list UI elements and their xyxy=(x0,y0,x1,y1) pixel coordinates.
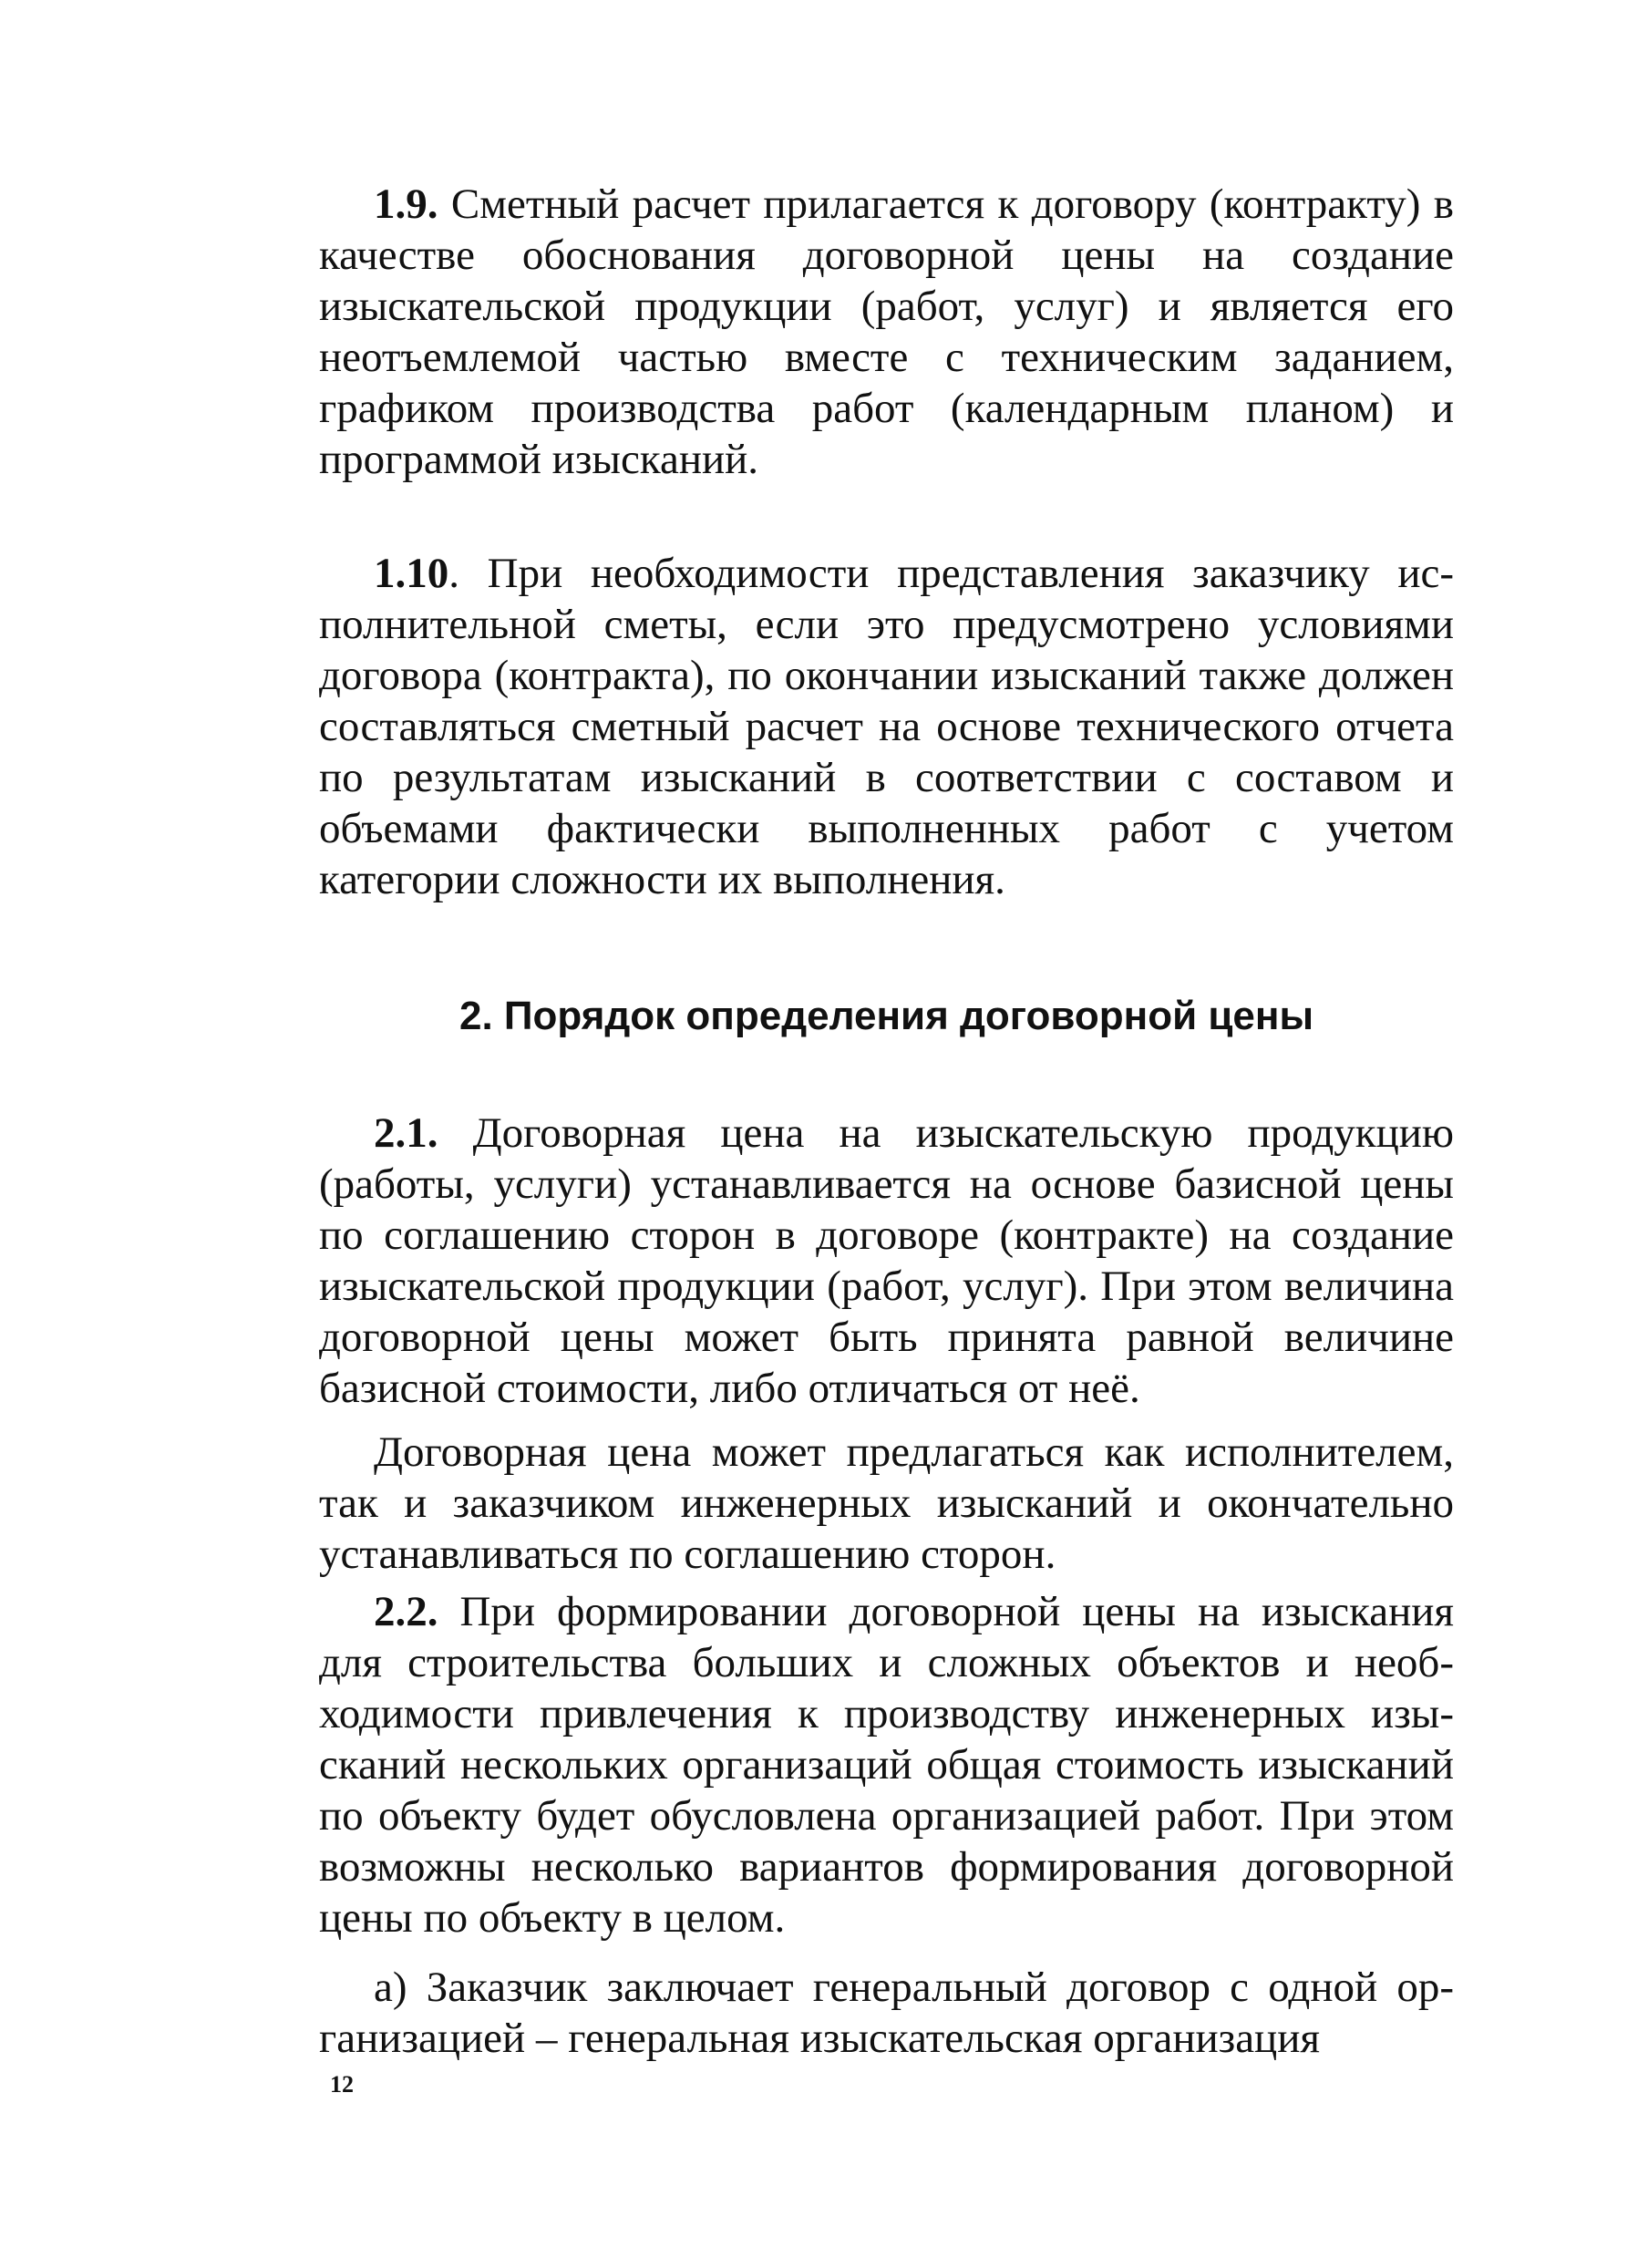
paragraph-text: Сметный расчет прилагается к договору (контракту) в качестве обоснования договорной цены на создание изыскательской продукции (работ, услуг) и является его неотъемлемой частью вместе с техническим заданием, графиком производства работ (календарным планом) и программой изысканий. xyxy=(319,180,1454,483)
paragraph-2-2-a xyxy=(319,1962,1454,2064)
clause-number: 1.9. xyxy=(374,180,438,228)
clause-number: 1.10 xyxy=(374,550,449,597)
paragraph-2-1-continuation xyxy=(319,1427,1454,1580)
paragraph-text: Договорная цена на изыскательскую продукцию (работы, услуги) устанавливается на основе базисной цены по соглашению сторон в договоре (контракте) на создание изыскательской продукции (работ, услуг). При этом величина договорной цены может быть принята равной величине базисной стоимости, либо отличаться от неё. xyxy=(319,1109,1454,1412)
paragraph-text: . При необходимости представления заказчику исполнительной сметы, если это предусмотрено условиями договора (контракта), по окончании изысканий также должен составляться сметный расчет на основе технического отчета по результатам изысканий в соответствии с составом и объемами фактически выполненных работ с учетом категории сложности их выполнения. xyxy=(319,550,1454,903)
paragraph-text: При формировании договорной цены на изыскания для строительства больших и сложных объектов и необходимости привлечения к производству инженерных изысканий нескольких организаций общая стоимость изысканий по объекту будет обусловлена организацией работ. При этом возможны несколько вариантов формирования договорной цены по объекту в целом. xyxy=(319,1588,1454,1942)
section-heading: 2. Порядок определения договорной цены xyxy=(458,994,1314,1038)
clause-number: 2.2. xyxy=(374,1588,438,1635)
paragraph-2-1 xyxy=(319,1108,1454,1414)
paragraph-1-10 xyxy=(319,548,1454,905)
paragraph-text: а) Заказчик заключает генеральный договор с одной организацией – генеральная изыскательская организация xyxy=(319,1964,1454,2062)
paragraph-1-9 xyxy=(319,179,1454,485)
paragraph-text: Договорная цена может предлагаться как исполнителем, так и заказчиком инженерных изысканий и окончательно устанавливаться по соглашению сторон. xyxy=(319,1428,1454,1578)
paragraph-2-2 xyxy=(319,1586,1454,1943)
clause-number: 2.1. xyxy=(374,1109,438,1157)
page-number: 12 xyxy=(330,2071,354,2098)
